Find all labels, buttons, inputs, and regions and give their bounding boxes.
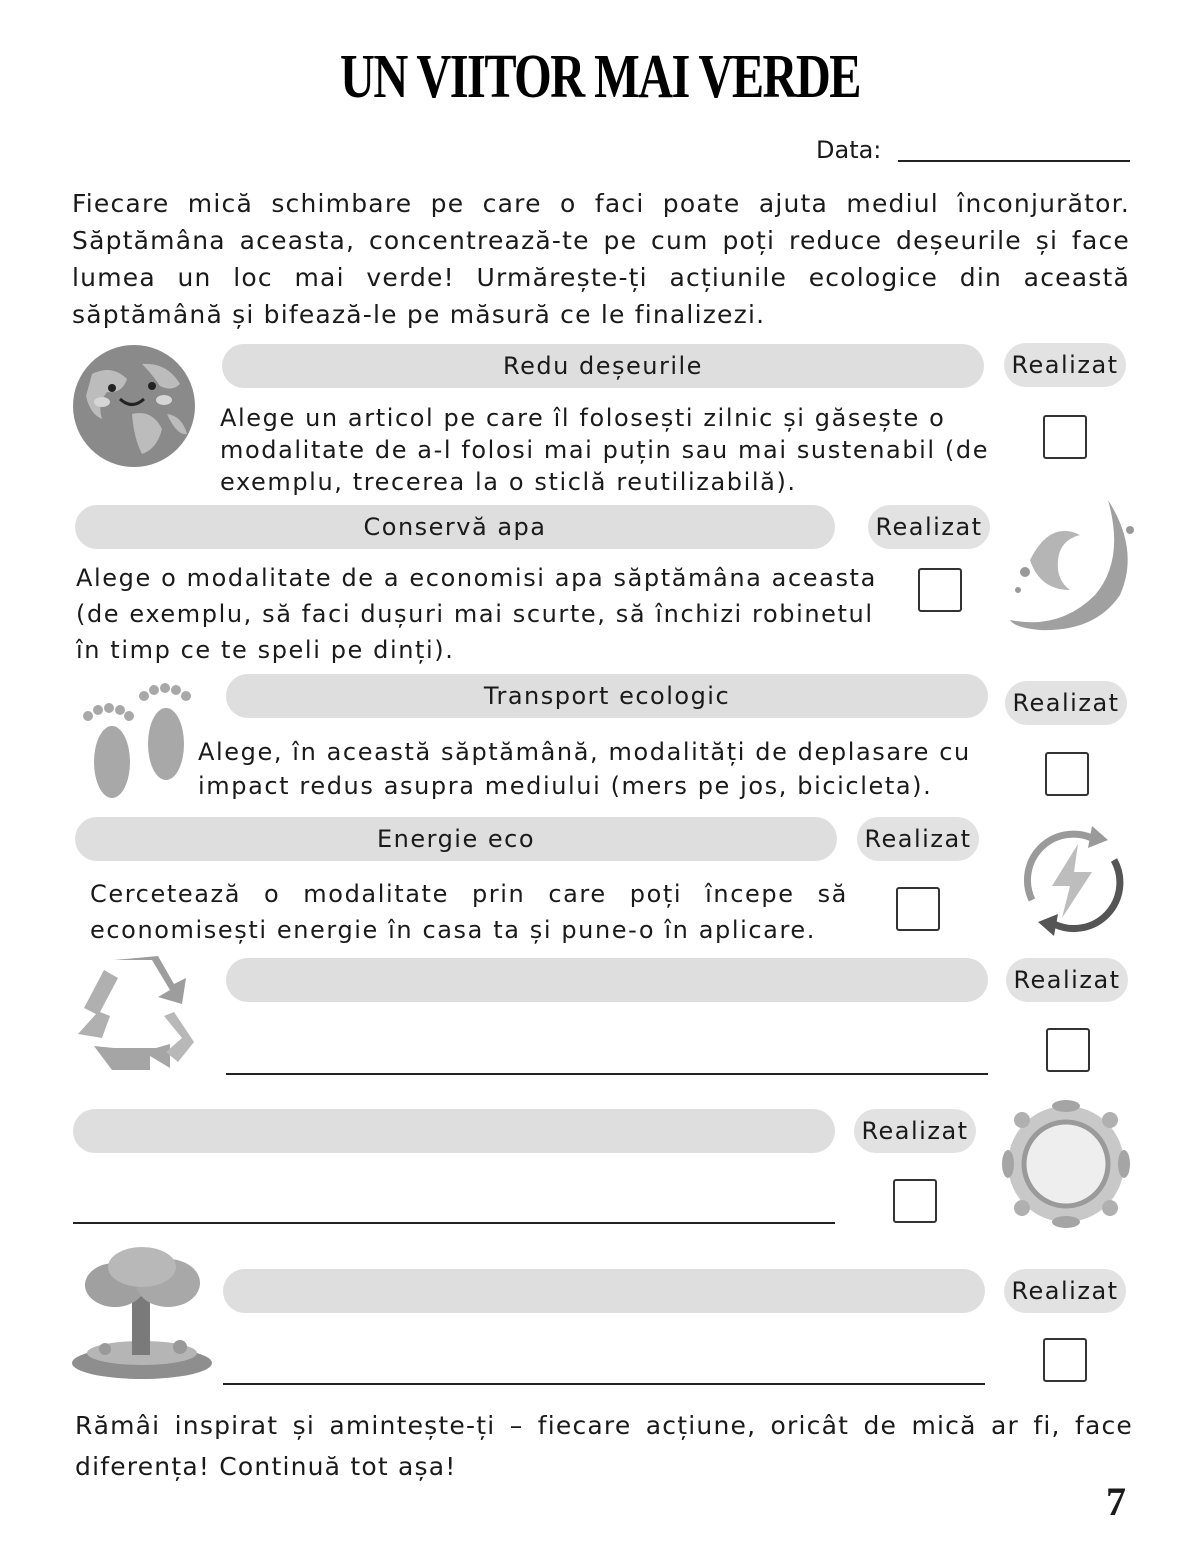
task-2-checkbox[interactable] [918,568,962,612]
task-5-done-label: Realizat [1006,958,1128,1002]
task-1-description: Alege un articol pe care îl folosești zilnic și găsește o modalitate de a-l folosi mai puțin sau mai sustenabil (de exemplu, trecerea la o sticlă reutilizabilă). [220,404,990,496]
task-4-description: Cercetează o modalitate prin care poți începe să economisești energie în casa ta și pune-o în aplicare. [90,880,848,944]
water-splash-icon [1000,500,1140,632]
tree-island-icon [70,1245,215,1380]
task-5-write-line[interactable] [226,1073,988,1075]
task-4-checkbox[interactable] [896,887,940,931]
intro-text: Fiecare mică schimbare pe care o faci poate ajuta mediul înconjurător. Săptămâna aceasta, concentrează-te pe cum poți reduce deșeurile și face lumea un loc mai verde! Urmărește-ți acțiunile ecologice din această săptămână și bifează-le pe măsură ce le finalizezi. [72,189,1130,329]
task-6-title[interactable] [73,1109,835,1153]
task-3-description: Alege, în această săptămână, modalități de deplasare cu impact redus asupra mediului (mers pe jos, bicicleta). [198,738,971,800]
task-3-checkbox[interactable] [1045,752,1089,796]
task-7-title[interactable] [223,1269,985,1313]
page-number: 7 [1106,1479,1126,1524]
sun-leaves-icon [1000,1098,1132,1230]
task-3-done-label: Realizat [1005,681,1127,725]
task-6-write-line[interactable] [73,1222,835,1224]
footprints-icon [74,682,199,802]
task-5-checkbox[interactable] [1046,1028,1090,1072]
page-title: UN VIITOR MAI VERDE [340,43,860,111]
task-7-checkbox[interactable] [1043,1338,1087,1382]
recycle-icon [74,952,202,1074]
footer-text: Rămâi inspirat și amintește-ți – fiecare acțiune, oricât de mică ar fi, face diferența! Continuă tot așa! [75,1411,1133,1481]
task-4-done-label: Realizat [857,817,979,861]
task-6-done-label: Realizat [854,1109,976,1153]
date-input-line[interactable] [898,160,1130,162]
task-5-title[interactable] [226,958,988,1002]
task-7-done-label: Realizat [1004,1269,1126,1313]
task-4-title: Energie eco [75,817,837,861]
task-1-done-label: Realizat [1004,343,1126,387]
task-2-done-label: Realizat [868,505,990,549]
earth-icon [72,344,197,469]
energy-cycle-icon [1012,820,1134,942]
date-label: Data: [816,136,882,164]
task-1-title: Redu deșeurile [222,344,984,388]
task-2-title: Conservă apa [75,505,835,549]
task-2-description: Alege o modalitate de a economisi apa săptămâna aceasta (de exemplu, să faci dușuri mai scurte, să închizi robinetul în timp ce te speli pe dinți). [76,564,877,664]
task-1-checkbox[interactable] [1043,415,1087,459]
task-3-title: Transport ecologic [226,674,988,718]
task-7-write-line[interactable] [223,1383,985,1385]
task-6-checkbox[interactable] [893,1179,937,1223]
